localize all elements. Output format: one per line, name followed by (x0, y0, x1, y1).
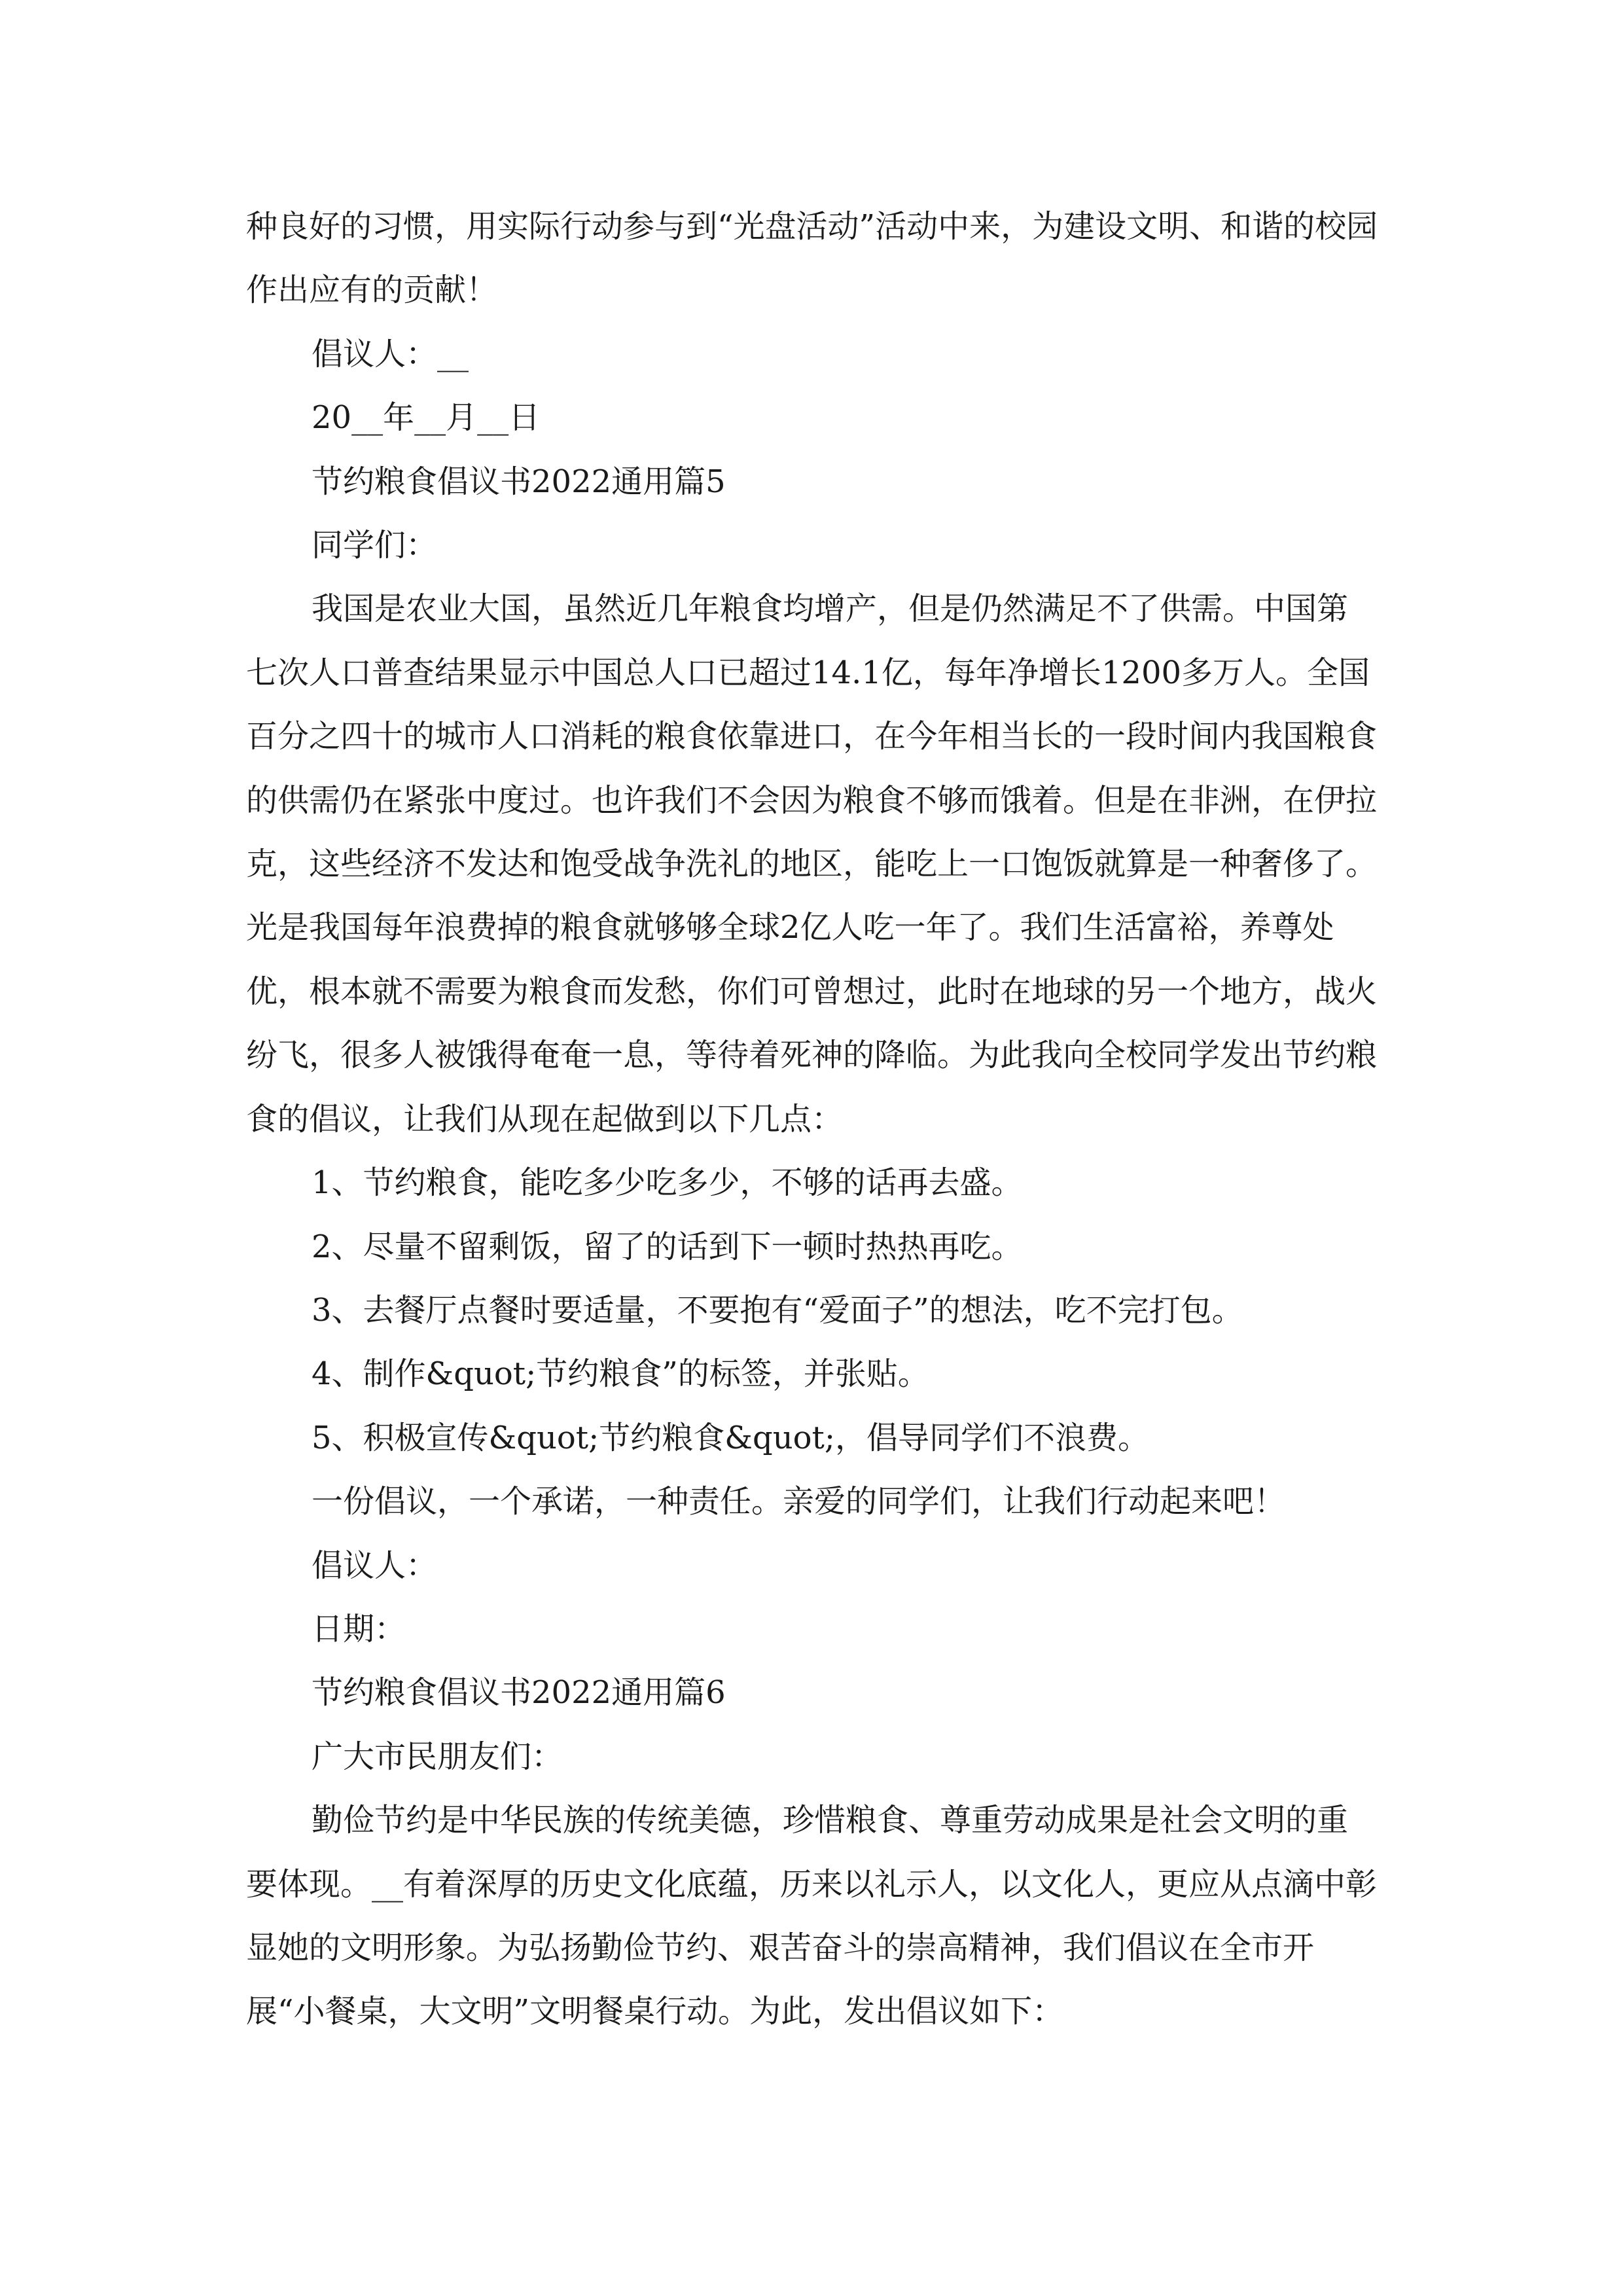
salutation-2: 广大市民朋友们： (312, 1738, 563, 1775)
section-heading-5: 节约粮食倡议书2022通用篇5 (312, 463, 726, 500)
date-label: 日期： (312, 1610, 406, 1647)
list-item-1: 1、节约粮食，能吃多少吃多少，不够的话再去盛。 (312, 1164, 1023, 1202)
signer-label: 倡议人： (312, 1547, 438, 1584)
list-item-5: 5、积极宣传&quot;节约粮食&quot;，倡导同学们不浪费。 (312, 1419, 1149, 1456)
closing-line: 一份倡议，一个承诺，一种责任。亲爱的同学们，让我们行动起来吧！ (312, 1483, 1286, 1520)
list-item-4: 4、制作&quot;节约粮食”的标签，并张贴。 (312, 1355, 929, 1393)
paragraph-body-2: 勤俭节约是中华民族的传统美德，珍惜粮食、尊重劳动成果是社会文明的重要体现。__有着深厚的历史文化底蕴，历来以礼示人，以文化人，更应从点滴中彰显她的文明形象。为弘扬勤俭节约、艰苦奋斗的崇高精神，我们倡议在全市开展“小餐桌，大文明”文明餐桌行动。为此，发出倡议如下： (246, 1802, 1378, 2030)
section-heading-6: 节约粮食倡议书2022通用篇6 (312, 1674, 726, 1712)
paragraph-continuation: 种良好的习惯，用实际行动参与到“光盘活动”活动中来，为建设文明、和谐的校园作出应有的贡献！ (246, 208, 1378, 309)
list-item-3: 3、去餐厅点餐时要适量，不要抱有“爱面子”的想法，吃不完打包。 (312, 1291, 1243, 1329)
salutation: 同学们： (312, 527, 438, 564)
date-line: 20__年__月__日 (312, 399, 541, 437)
list-item-2: 2、尽量不留剩饭，留了的话到下一顿时热热再吃。 (312, 1228, 1023, 1265)
paragraph-body: 我国是农业大国，虽然近几年粮食均增产，但是仍然满足不了供需。中国第七次人口普查结果显示中国总人口已超过14.1亿，每年净增长1200多万人。全国百分之四十的城市人口消耗的粮食依靠进口，在今年相当长的一段时间内我国粮食的供需仍在紧张中度过。也许我们不会因为粮食不够而饿着。但是在非洲，在伊拉克，这些经济不发达和饱受战争洗礼的地区，能吃上一口饱饭就算是一种奢侈了。光是我国每年浪费掉的粮食就够够全球2亿人吃一年了。我们生活富裕，养尊处优，根本就不需要为粮食而发愁，你们可曾想过，此时在地球的另一个地方，战火纷飞，很多人被饿得奄奄一息，等待着死神的降临。为此我向全校同学发出节约粮食的倡议，让我们从现在起做到以下几点： (246, 590, 1378, 1138)
document-body (246, 195, 1378, 2044)
signer-line: 倡议人：__ (312, 335, 469, 372)
